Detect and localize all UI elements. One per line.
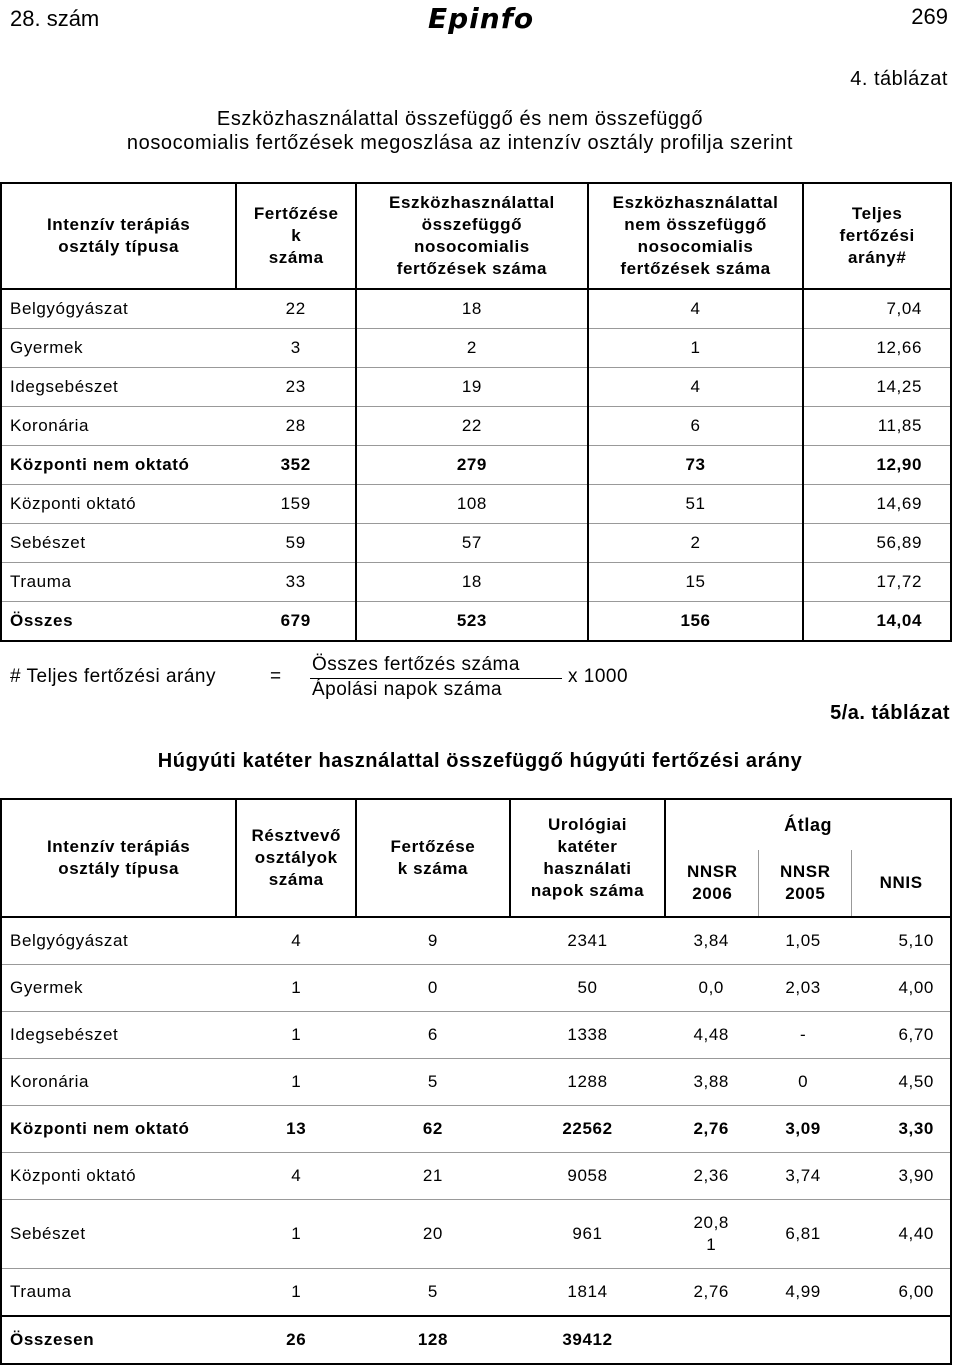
cell: - xyxy=(757,1012,849,1059)
table4-col-total-rate: Teljes fertőzési arány# xyxy=(803,183,951,289)
row-label: Idegsebészet xyxy=(1,1012,236,1059)
cell: 1288 xyxy=(510,1059,666,1106)
table-row xyxy=(1,563,951,602)
table-row xyxy=(1,485,951,524)
cell: 20 xyxy=(356,1200,510,1269)
cell: 22562 xyxy=(510,1106,666,1153)
table5a-label: 5/a. táblázat xyxy=(830,702,950,724)
cell: 23 xyxy=(236,368,356,407)
cell: 1338 xyxy=(510,1012,666,1059)
cell: 12,66 xyxy=(803,329,951,368)
formula-equals: = xyxy=(270,666,282,687)
table-row xyxy=(1,1012,951,1059)
cell: 22 xyxy=(236,289,356,329)
cell: 2,36 xyxy=(665,1153,757,1200)
table-row xyxy=(1,446,951,485)
row-label: Trauma xyxy=(1,1269,236,1317)
cell: 19 xyxy=(356,368,588,407)
cell xyxy=(849,1316,951,1364)
cell: 679 xyxy=(236,602,356,642)
cell: 3 xyxy=(236,329,356,368)
cell: 17,72 xyxy=(803,563,951,602)
epinfo-logo: Epinfo xyxy=(428,2,535,35)
cell: 15 xyxy=(588,563,804,602)
cell: 4 xyxy=(236,1153,356,1200)
cell: 59 xyxy=(236,524,356,563)
cell: 33 xyxy=(236,563,356,602)
cell: 6,81 xyxy=(757,1200,849,1269)
cell: 11,85 xyxy=(803,407,951,446)
cell: 3,30 xyxy=(849,1106,951,1153)
cell: 1,05 xyxy=(757,917,849,965)
table-row xyxy=(1,524,951,563)
cell: 0 xyxy=(356,965,510,1012)
table5a-title: Húgyúti katéter használattal összefüggő húgyúti fertőzési arány xyxy=(157,750,803,772)
table5a-col-nnsr-2006: NNSR 2006 xyxy=(666,850,759,916)
table4-title-line1: Eszközhasználattal összefüggő és nem összefüggő xyxy=(216,108,704,130)
row-label: Trauma xyxy=(1,563,236,602)
cell: 0 xyxy=(757,1059,849,1106)
table4-title-line2: nosocomialis fertőzések megoszlása az intenzív osztály profilja szerint xyxy=(126,132,794,154)
cell: 128 xyxy=(356,1316,510,1364)
cell: 57 xyxy=(356,524,588,563)
table-row xyxy=(1,917,951,965)
cell: 2341 xyxy=(510,917,666,965)
cell: 4 xyxy=(588,289,804,329)
cell: 156 xyxy=(588,602,804,642)
cell: 523 xyxy=(356,602,588,642)
cell: 9058 xyxy=(510,1153,666,1200)
cell: 4,40 xyxy=(849,1200,951,1269)
cell: 279 xyxy=(356,446,588,485)
cell: 3,74 xyxy=(757,1153,849,1200)
cell: 3,90 xyxy=(849,1153,951,1200)
cell: 1 xyxy=(236,1059,356,1106)
table-row xyxy=(1,329,951,368)
cell: 352 xyxy=(236,446,356,485)
row-label: Összesen xyxy=(1,1316,236,1364)
cell: 26 xyxy=(236,1316,356,1364)
cell: 2,76 xyxy=(665,1269,757,1317)
cell: 1 xyxy=(588,329,804,368)
cell: 4,99 xyxy=(757,1269,849,1317)
row-label: Koronária xyxy=(1,1059,236,1106)
cell: 4 xyxy=(236,917,356,965)
row-label: Belgyógyászat xyxy=(1,917,236,965)
table4-label: 4. táblázat xyxy=(850,68,948,90)
cell: 20,8 1 xyxy=(665,1200,757,1269)
cell: 2,76 xyxy=(665,1106,757,1153)
cell: 9 xyxy=(356,917,510,965)
cell: 3,88 xyxy=(665,1059,757,1106)
cell: 22 xyxy=(356,407,588,446)
cell: 0,0 xyxy=(665,965,757,1012)
cell: 62 xyxy=(356,1106,510,1153)
cell: 14,69 xyxy=(803,485,951,524)
cell: 2,03 xyxy=(757,965,849,1012)
row-label: Sebészet xyxy=(1,524,236,563)
table-row xyxy=(1,289,951,329)
table-row xyxy=(1,368,951,407)
cell: 5 xyxy=(356,1269,510,1317)
cell: 6,00 xyxy=(849,1269,951,1317)
cell: 3,84 xyxy=(665,917,757,965)
table4-col-device-related: Eszközhasználattal összefüggő nosocomialis fertőzések száma xyxy=(356,183,588,289)
cell: 56,89 xyxy=(803,524,951,563)
cell: 1 xyxy=(236,1012,356,1059)
cell: 2 xyxy=(356,329,588,368)
cell: 14,04 xyxy=(803,602,951,642)
table4-col-not-device-related: Eszközhasználattal nem összefüggő nosocomialis fertőzések száma xyxy=(588,183,804,289)
row-label: Központi nem oktató xyxy=(1,446,236,485)
cell: 3,09 xyxy=(757,1106,849,1153)
row-label: Koronária xyxy=(1,407,236,446)
cell: 4 xyxy=(588,368,804,407)
cell: 5,10 xyxy=(849,917,951,965)
cell: 13 xyxy=(236,1106,356,1153)
table4-header-row xyxy=(1,183,951,289)
table-row xyxy=(1,1059,951,1106)
cell: 18 xyxy=(356,289,588,329)
table5a-col-type: Intenzív terápiás osztály típusa xyxy=(1,799,236,917)
page-number: 269 xyxy=(911,4,948,29)
table5a xyxy=(0,798,952,1365)
cell: 28 xyxy=(236,407,356,446)
table-row xyxy=(1,965,951,1012)
cell: 21 xyxy=(356,1153,510,1200)
cell: 6 xyxy=(588,407,804,446)
cell: 39412 xyxy=(510,1316,666,1364)
table5a-col-infections: Fertőzése k száma xyxy=(356,799,510,917)
row-label: Központi oktató xyxy=(1,485,236,524)
table5a-col-nnsr-2005: NNSR 2005 xyxy=(759,850,852,916)
table-row xyxy=(1,407,951,446)
table5a-header-row xyxy=(1,799,951,917)
table-row xyxy=(1,1153,951,1200)
cell: 159 xyxy=(236,485,356,524)
table-row xyxy=(1,1200,951,1269)
cell: 4,48 xyxy=(665,1012,757,1059)
cell: 51 xyxy=(588,485,804,524)
cell: 4,50 xyxy=(849,1059,951,1106)
average-label: Átlag xyxy=(784,815,833,835)
cell: 961 xyxy=(510,1200,666,1269)
table4 xyxy=(0,182,952,642)
cell: 4,00 xyxy=(849,965,951,1012)
cell: 5 xyxy=(356,1059,510,1106)
table5a-average-group xyxy=(665,799,951,917)
row-label: Központi oktató xyxy=(1,1153,236,1200)
row-label: Központi nem oktató xyxy=(1,1106,236,1153)
table-total-row xyxy=(1,1316,951,1364)
cell: 1 xyxy=(236,1269,356,1317)
cell: 7,04 xyxy=(803,289,951,329)
formula-denominator: Ápolási napok száma xyxy=(312,679,503,700)
cell: 1 xyxy=(236,1200,356,1269)
cell xyxy=(757,1316,849,1364)
cell: 108 xyxy=(356,485,588,524)
table-row xyxy=(1,1106,951,1153)
issue-number: 28. szám xyxy=(10,6,100,31)
cell: 50 xyxy=(510,965,666,1012)
table4-col-infections: Fertőzése k száma xyxy=(236,183,356,289)
cell: 12,90 xyxy=(803,446,951,485)
cell: 18 xyxy=(356,563,588,602)
cell: 6,70 xyxy=(849,1012,951,1059)
formula-numerator: Összes fertőzés száma xyxy=(312,654,520,675)
row-label: Sebészet xyxy=(1,1200,236,1269)
table-total-row xyxy=(1,602,951,642)
table5a-col-catheter-days: Urológiai katéter használati napok száma xyxy=(510,799,666,917)
row-label: Gyermek xyxy=(1,965,236,1012)
cell: 1 xyxy=(236,965,356,1012)
cell: 6 xyxy=(356,1012,510,1059)
formula-label: # Teljes fertőzési arány xyxy=(10,666,216,687)
table-row xyxy=(1,1269,951,1317)
row-label: Gyermek xyxy=(1,329,236,368)
cell: 1814 xyxy=(510,1269,666,1317)
cell: 2 xyxy=(588,524,804,563)
row-label: Összes xyxy=(1,602,236,642)
table4-col-type: Intenzív terápiás osztály típusa xyxy=(1,183,236,289)
cell: 14,25 xyxy=(803,368,951,407)
table5a-col-participants: Résztvevő osztályok száma xyxy=(236,799,356,917)
cell xyxy=(665,1316,757,1364)
row-label: Belgyógyászat xyxy=(1,289,236,329)
formula-multiplier: x 1000 xyxy=(568,666,629,687)
table5a-col-nnis: NNIS xyxy=(879,873,923,892)
cell: 73 xyxy=(588,446,804,485)
row-label: Idegsebészet xyxy=(1,368,236,407)
